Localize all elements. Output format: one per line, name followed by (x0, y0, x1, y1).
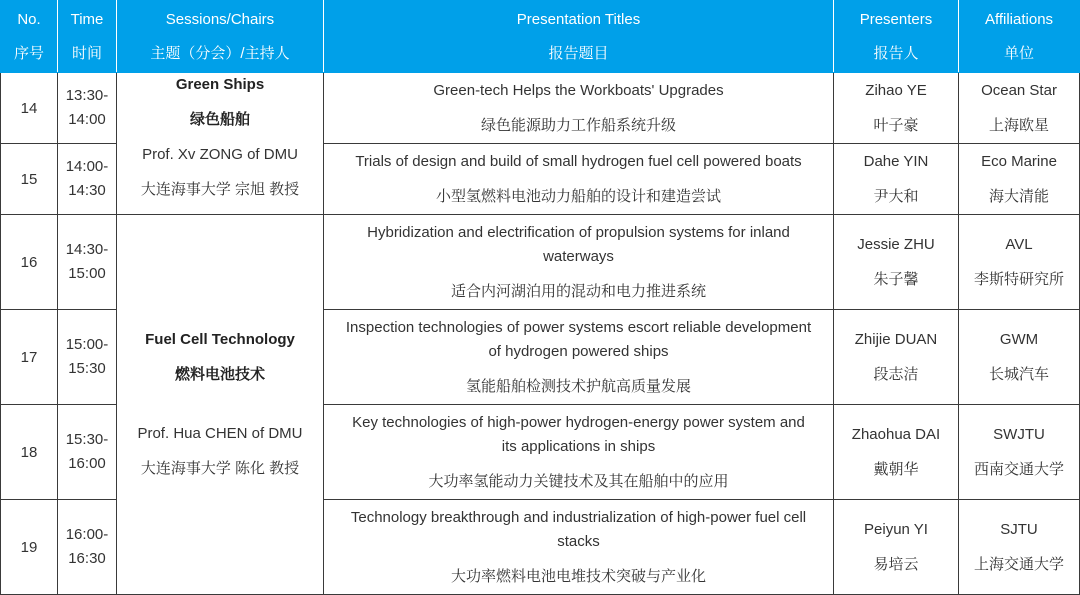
row-time (58, 405, 117, 500)
title-zh: 小型氢燃料电池动力船舶的设计和建造尝试 (435, 187, 721, 205)
affiliation-zh: 海大清能 (988, 187, 1049, 205)
header-titles-en: Presentation Titles (516, 10, 641, 28)
title-zh: 大功率氢能动力关键技术及其在船舶中的应用 (428, 472, 729, 490)
affiliation-zh: 上海欧星 (988, 116, 1049, 134)
header-time-en: Time (70, 10, 104, 28)
row-time (58, 500, 117, 595)
header-sessions (117, 1, 324, 73)
time-start: 15:00- (65, 336, 109, 353)
title-zh: 氢能船舶检测技术护航高质量发展 (465, 377, 691, 395)
time-start: 14:00- (65, 158, 109, 175)
time-end: 16:30 (68, 550, 106, 567)
time-start: 13:30- (65, 87, 109, 104)
title-en-line: Green-tech Helps the Workboats' Upgrades (433, 81, 724, 99)
row-time (58, 215, 117, 310)
session-chair-zh: 大连海事大学 宗旭 教授 (140, 181, 300, 198)
time-end: 16:00 (68, 455, 106, 472)
header-titles-zh: 报告题目 (548, 44, 609, 62)
header-time-zh: 时间 (71, 44, 102, 62)
row-presenter (834, 310, 959, 405)
presenter-zh: 朱子馨 (873, 270, 919, 288)
time-start: 14:30- (65, 241, 109, 258)
row-affiliation (959, 144, 1080, 215)
row-title (324, 144, 834, 215)
presenter-en: Jessie ZHU (857, 235, 935, 253)
row-no: 16 (1, 215, 58, 310)
affiliation-en: AVL (1005, 235, 1033, 253)
header-sessions-zh: 主题（分会）/主持人 (150, 44, 290, 62)
title-en-line: Technology breakthrough and industrialization of high-power fuel cell (350, 508, 807, 526)
row-title (324, 310, 834, 405)
title-zh: 大功率燃料电池电堆技术突破与产业化 (450, 567, 706, 585)
row-presenter (834, 73, 959, 144)
session-chair-en: Prof. Xv ZONG of DMU (142, 146, 298, 163)
title-en-line: Key technologies of high-power hydrogen-energy power system and (352, 413, 805, 431)
presenter-zh: 戴朝华 (873, 460, 919, 478)
header-no-zh: 序号 (13, 44, 44, 62)
row-title (324, 500, 834, 595)
row-presenter (834, 500, 959, 595)
row-presenter (834, 405, 959, 500)
title-zh: 绿色能源助力工作船系统升级 (480, 116, 676, 134)
header-time (58, 1, 117, 73)
table-row (1, 215, 1080, 310)
header-sessions-en: Sessions/Chairs (165, 10, 275, 28)
row-affiliation (959, 500, 1080, 595)
time-end: 15:00 (68, 265, 106, 282)
title-en-line: Trials of design and build of small hydrogen fuel cell powered boats (355, 152, 802, 170)
title-en-line: stacks (557, 532, 600, 550)
table-row (1, 73, 1080, 144)
affiliation-en: Ocean Star (981, 81, 1057, 99)
row-presenter (834, 215, 959, 310)
presenter-en: Zhaohua DAI (851, 425, 941, 443)
row-time (58, 73, 117, 144)
presenter-zh: 尹大和 (873, 187, 919, 205)
session-cell-fuel-cell (117, 215, 324, 595)
row-no: 14 (1, 73, 58, 144)
presenter-en: Dahe YIN (863, 152, 929, 170)
session-title-zh: 燃料电池技术 (174, 366, 265, 383)
session-cell-green-ships (117, 73, 324, 215)
row-no: 18 (1, 405, 58, 500)
affiliation-en: SWJTU (993, 425, 1045, 443)
header-affiliations-zh: 单位 (1003, 44, 1034, 62)
title-en-line: waterways (543, 247, 614, 265)
header-presenters (834, 1, 959, 73)
time-start: 15:30- (65, 431, 109, 448)
session-chair-en: Prof. Hua CHEN of DMU (137, 425, 303, 442)
presenter-zh: 易培云 (873, 555, 919, 573)
row-affiliation (959, 405, 1080, 500)
header-titles (324, 1, 834, 73)
affiliation-zh: 李斯特研究所 (973, 270, 1064, 288)
presenter-en: Zihao YE (865, 81, 927, 99)
row-affiliation (959, 215, 1080, 310)
affiliation-zh: 西南交通大学 (973, 460, 1064, 478)
time-start: 16:00- (65, 526, 109, 543)
time-end: 15:30 (68, 360, 106, 377)
row-time (58, 144, 117, 215)
header-no (1, 1, 58, 73)
title-zh: 适合内河湖泊用的混动和电力推进系统 (450, 282, 706, 300)
row-title (324, 405, 834, 500)
title-en-line: of hydrogen powered ships (488, 342, 669, 360)
title-en-line: its applications in ships (501, 437, 656, 455)
affiliation-en: SJTU (1000, 520, 1038, 538)
row-affiliation (959, 310, 1080, 405)
row-title (324, 73, 834, 144)
affiliation-zh: 上海交通大学 (973, 555, 1064, 573)
header-no-en: No. (17, 10, 41, 28)
presenter-en: Zhijie DUAN (854, 330, 938, 348)
session-title-en: Fuel Cell Technology (145, 331, 295, 348)
session-title-zh: 绿色船舶 (189, 111, 250, 128)
session-chair-zh: 大连海事大学 陈化 教授 (140, 460, 300, 477)
row-no: 19 (1, 500, 58, 595)
header-presenters-en: Presenters (859, 10, 933, 28)
header-row (1, 1, 1080, 73)
row-affiliation (959, 73, 1080, 144)
header-presenters-zh: 报告人 (873, 44, 919, 62)
session-title-en: Green Ships (175, 76, 265, 93)
affiliation-zh: 长城汽车 (988, 365, 1049, 383)
row-presenter (834, 144, 959, 215)
title-en-line: Hybridization and electrification of propulsion systems for inland (367, 223, 790, 241)
row-time (58, 310, 117, 405)
header-affiliations (959, 1, 1080, 73)
affiliation-en: Eco Marine (981, 152, 1057, 170)
title-en-line: Inspection technologies of power systems escort reliable development (345, 318, 812, 336)
time-end: 14:00 (68, 111, 106, 128)
row-title (324, 215, 834, 310)
presenter-en: Peiyun YI (864, 520, 928, 538)
row-no: 15 (1, 144, 58, 215)
time-end: 14:30 (68, 182, 106, 199)
affiliation-en: GWM (999, 330, 1039, 348)
presenter-zh: 段志洁 (873, 365, 919, 383)
row-no: 17 (1, 310, 58, 405)
presenter-zh: 叶子豪 (873, 116, 919, 134)
header-affiliations-en: Affiliations (984, 10, 1054, 28)
